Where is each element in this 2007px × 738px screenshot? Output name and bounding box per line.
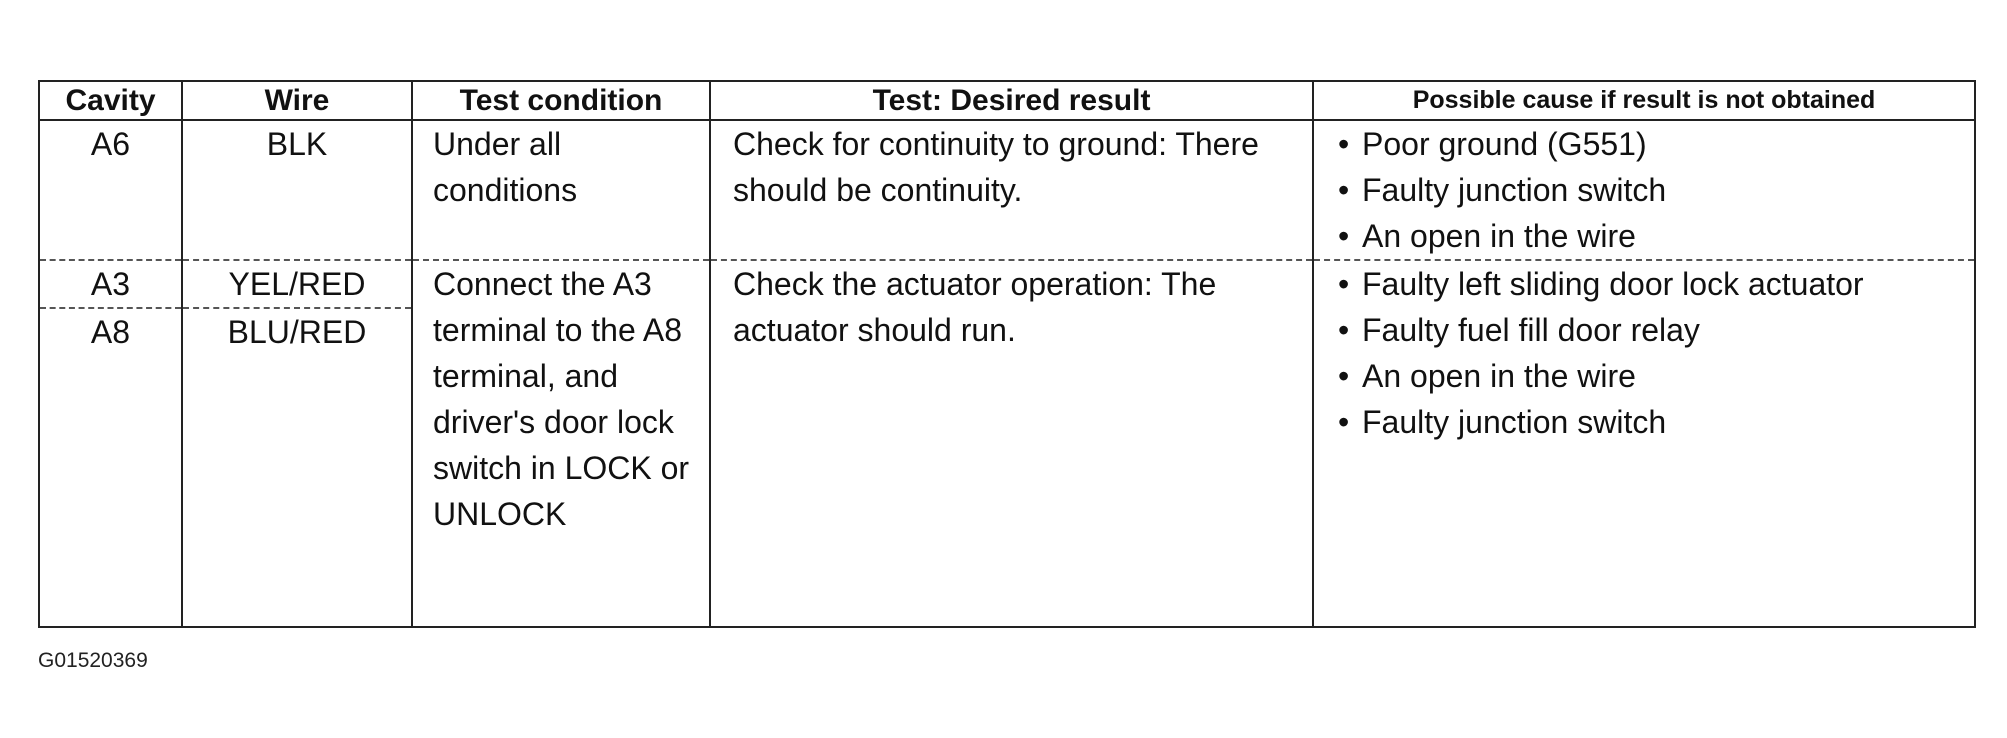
desired-result-cell: Check for continuity to ground: There should be continuity. (710, 120, 1313, 260)
cause-item: • Faulty junction switch (1338, 167, 1974, 213)
wire-value: BLK (266, 126, 328, 162)
cause-item: • Poor ground (G551) (1338, 121, 1974, 167)
figure-id: G01520369 (38, 649, 148, 672)
desired-result-cell: Check the actuator operation: The actuator should run. (710, 260, 1313, 627)
cause-item: • Faulty left sliding door lock actuator (1338, 261, 1974, 307)
wire-value: YEL/RED (183, 261, 411, 309)
wire-cell (182, 260, 412, 627)
wire-value: BLU/RED (227, 314, 367, 350)
table-row (39, 260, 1975, 627)
cause-item: • Faulty junction switch (1338, 399, 1974, 445)
cavity-cell (39, 120, 182, 260)
wire-cell (182, 120, 412, 260)
cause-item: • An open in the wire (1338, 213, 1974, 259)
cavity-value: A8 (90, 314, 131, 350)
cause-item: • Faulty fuel fill door relay (1338, 307, 1974, 353)
cavity-value: A6 (90, 126, 131, 162)
cause-list (1314, 261, 1974, 445)
test-condition-cell: Connect the A3 terminal to the A8 terminal, and driver's door lock switch in LOCK or UNLOCK (412, 260, 710, 627)
table-row (39, 120, 1975, 260)
possible-cause-cell (1313, 260, 1975, 627)
header-possible-cause: Possible cause if result is not obtained (1313, 81, 1975, 120)
possible-cause-cell (1313, 120, 1975, 260)
cavity-value: A3 (40, 261, 181, 309)
test-condition-cell: Under all conditions (412, 120, 710, 260)
header-cavity: Cavity (39, 81, 182, 120)
cavity-cell (39, 260, 182, 627)
cause-list (1314, 121, 1974, 259)
wiring-test-table (38, 80, 1976, 628)
header-desired-result: Test: Desired result (710, 81, 1313, 120)
cause-item: • An open in the wire (1338, 353, 1974, 399)
table-header-row (39, 81, 1975, 120)
header-test-condition: Test condition (412, 81, 710, 120)
header-wire: Wire (182, 81, 412, 120)
